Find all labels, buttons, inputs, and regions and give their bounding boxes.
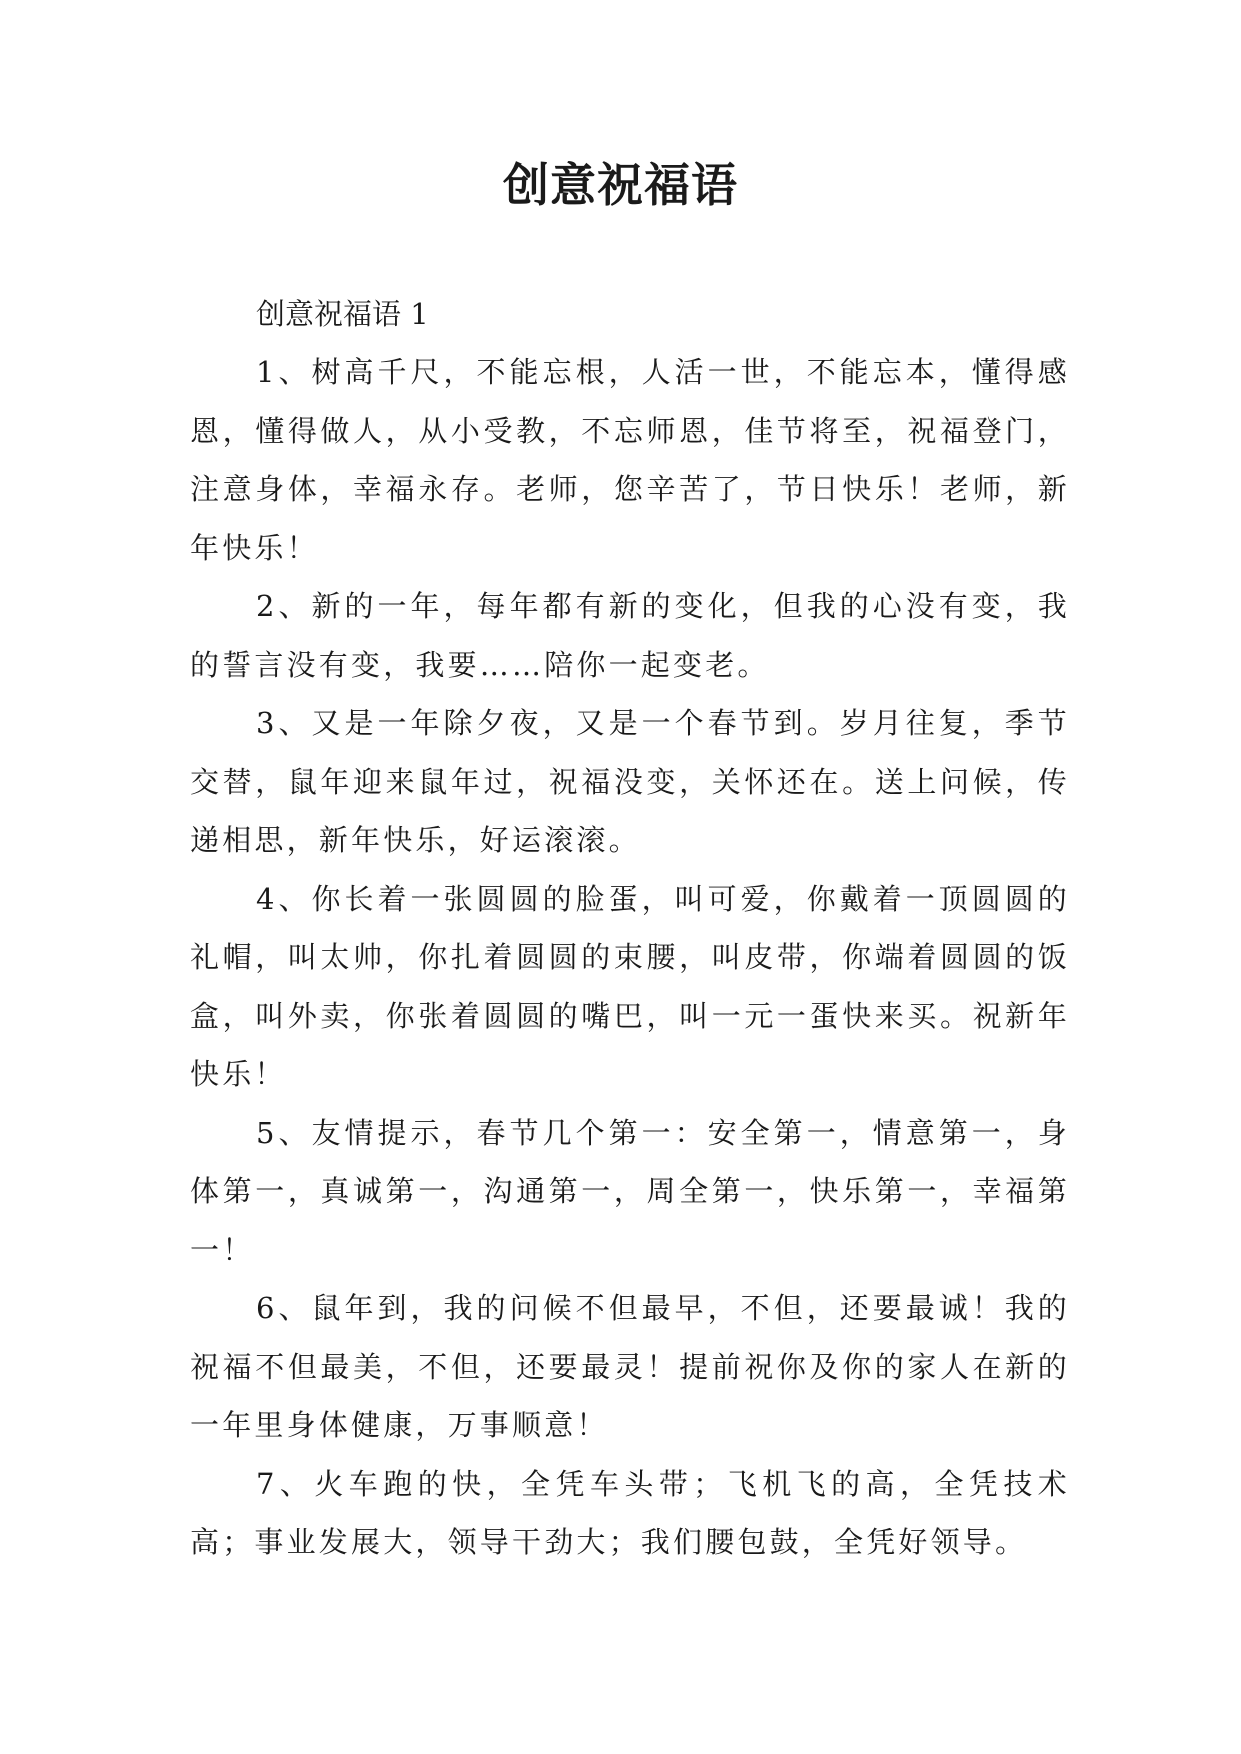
paragraph-4: 4、你长着一张圆圆的脸蛋，叫可爱，你戴着一顶圆圆的礼帽，叫太帅，你扎着圆圆的束腰，叫皮带，你端着圆圆的饭盒，叫外卖，你张着圆圆的嘴巴，叫一元一蛋快来买。祝新年快乐！	[190, 881, 1070, 1091]
paragraph-7: 7、火车跑的快，全凭车头带；飞机飞的高，全凭技术高；事业发展大，领导干劲大；我们腰包鼓，全凭好领导。	[190, 1466, 1070, 1559]
paragraph-2: 2、新的一年，每年都有新的变化，但我的心没有变，我的誓言没有变，我要……陪你一起变老。	[190, 589, 1070, 682]
document-title: 创意祝福语	[503, 158, 738, 212]
document-body	[190, 285, 1070, 1572]
paragraph-5: 5、友情提示，春节几个第一：安全第一，情意第一，身体第一，真诚第一，沟通第一，周全第一，快乐第一，幸福第一！	[190, 1115, 1070, 1267]
paragraph-6: 6、鼠年到，我的问候不但最早，不但，还要最诚！我的祝福不但最美，不但，还要最灵！提前祝你及你的家人在新的一年里身体健康，万事顺意！	[190, 1291, 1070, 1442]
paragraph-1: 1、树高千尺，不能忘根，人活一世，不能忘本，懂得感恩，懂得做人，从小受教，不忘师恩，佳节将至，祝福登门，注意身体，幸福永存。老师，您辛苦了，节日快乐！老师，新年快乐！	[190, 355, 1070, 565]
paragraph-3: 3、又是一年除夕夜，又是一个春节到。岁月往复，季节交替，鼠年迎来鼠年过，祝福没变，关怀还在。送上问候，传递相思，新年快乐，好运滚滚。	[190, 706, 1070, 857]
section-heading: 创意祝福语 1	[256, 297, 429, 331]
